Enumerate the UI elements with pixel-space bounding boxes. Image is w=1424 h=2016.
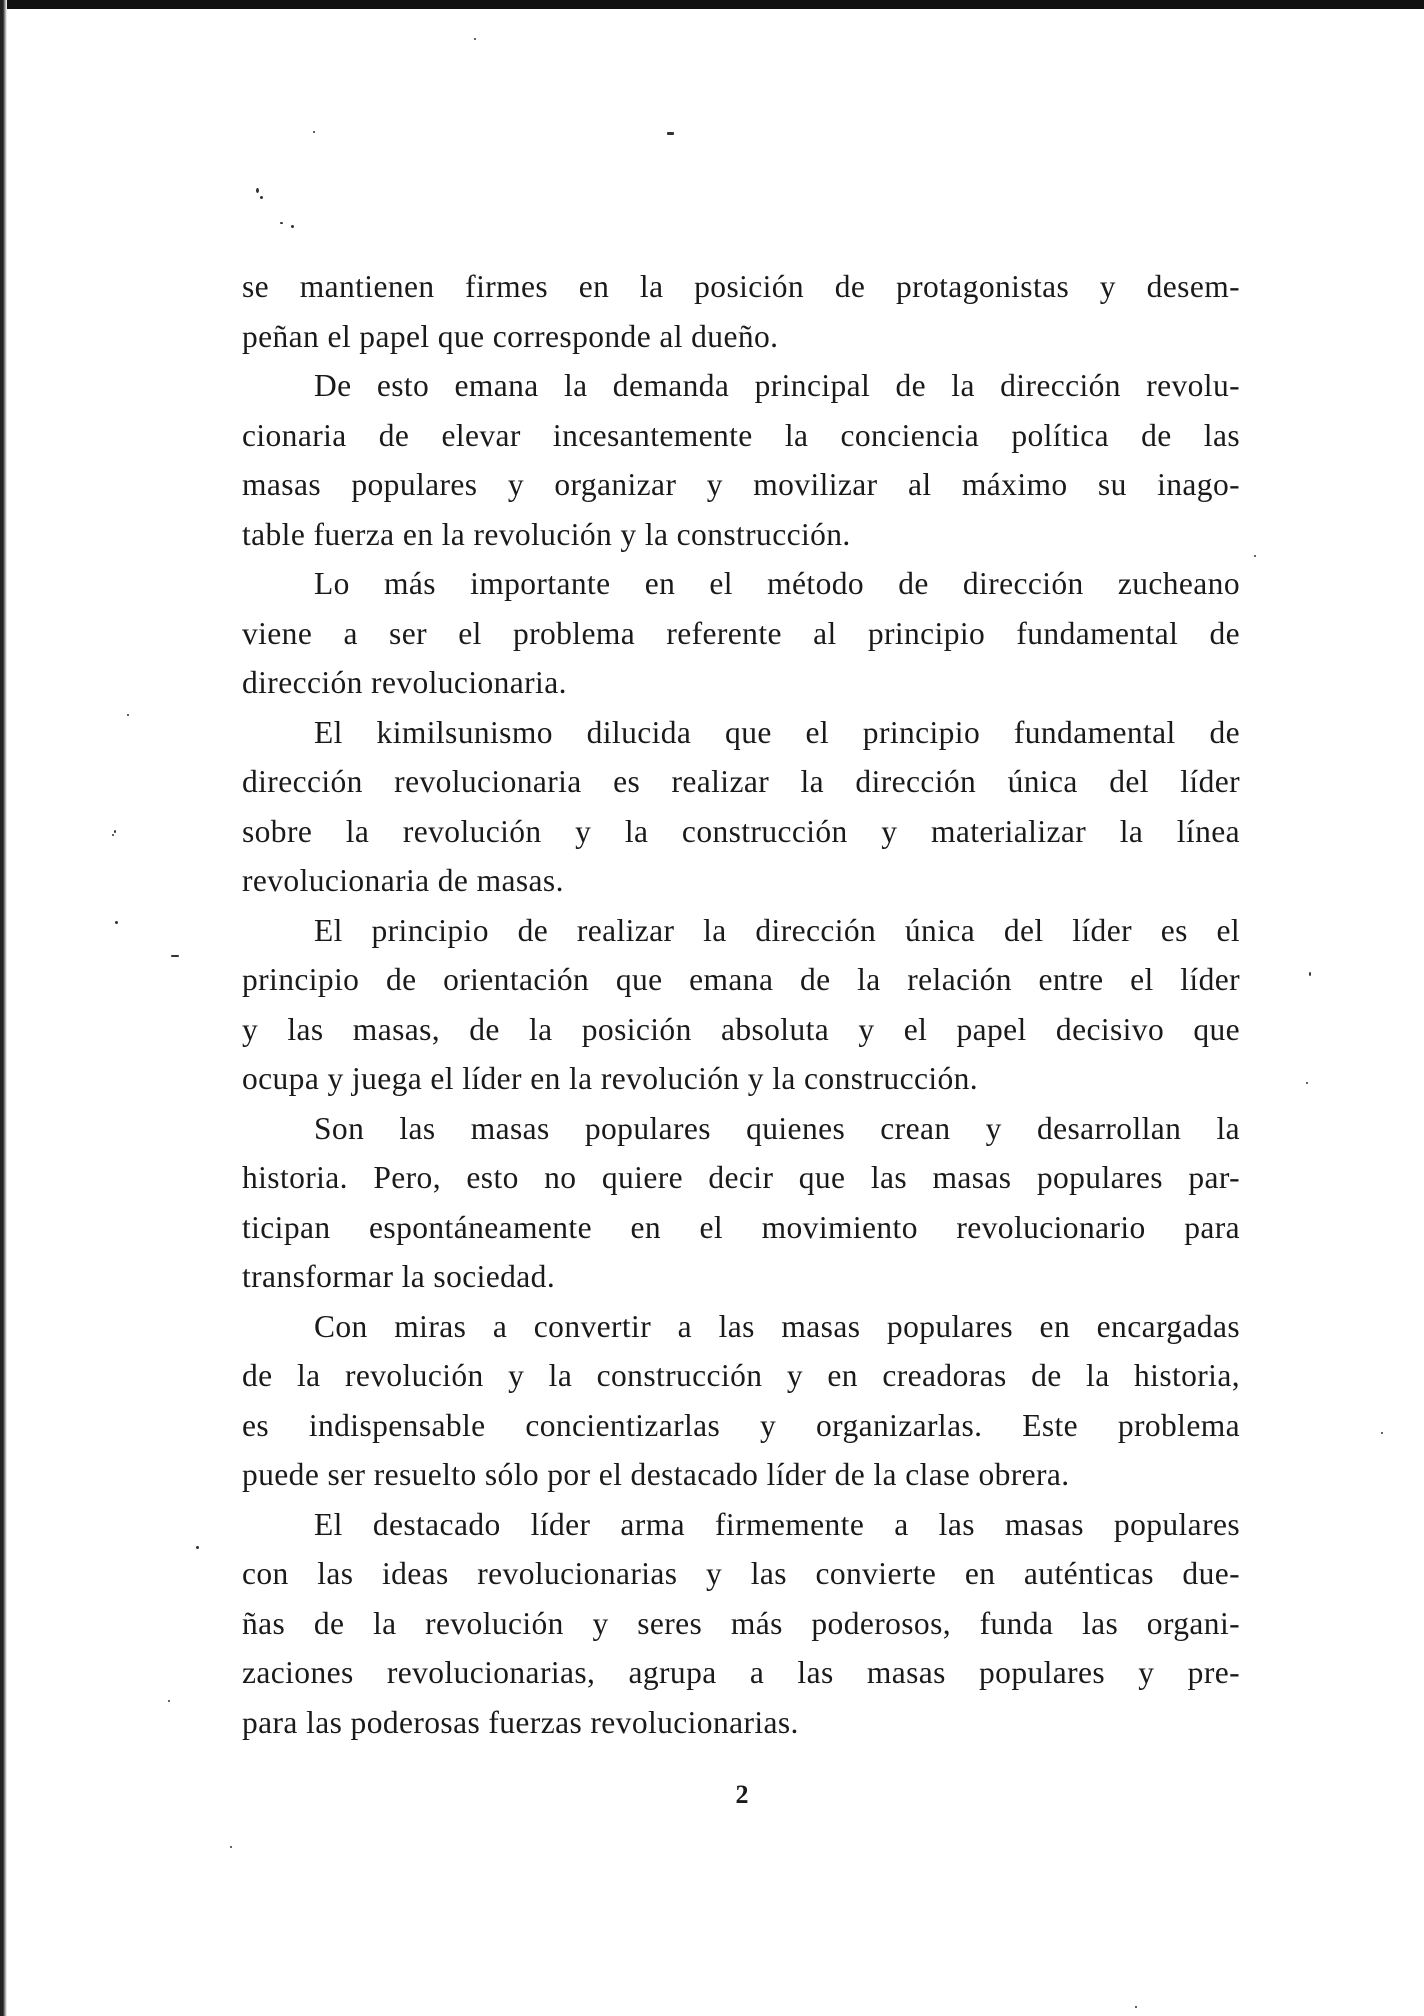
paragraph <box>242 1302 1240 1500</box>
text-line: El principio de realizar la dirección única del líder es el <box>314 912 1240 948</box>
text-line: historia. Pero, esto no quiere decir que las masas populares par- <box>242 1160 1240 1195</box>
text-line: revolucionaria de masas. <box>242 863 564 898</box>
paragraph <box>242 559 1240 708</box>
scan-speck <box>280 222 283 224</box>
text-line: table fuerza en la revolución y la construcción. <box>242 516 851 552</box>
scan-speck <box>1381 1432 1383 1434</box>
paragraph <box>242 708 1240 906</box>
scan-speck <box>1135 2006 1137 2008</box>
paragraph <box>242 262 1240 361</box>
text-line: con las ideas revolucionarias y las convierte en auténticas due- <box>242 1556 1240 1591</box>
text-line: ticipan espontáneamente en el movimiento revolucionario para <box>242 1209 1240 1245</box>
scan-speck <box>1306 1082 1308 1084</box>
text-line: principio de orientación que emana de la relación entre el líder <box>242 962 1240 997</box>
scan-speck <box>667 132 674 135</box>
text-line: El kimilsunismo dilucida que el principio fundamental de <box>314 714 1240 750</box>
scan-speck <box>127 714 129 716</box>
text-line: transformar la sociedad. <box>242 1259 556 1294</box>
text-line: Con miras a convertir a las masas populares en encargadas <box>314 1308 1240 1344</box>
scan-top-border <box>0 0 1424 9</box>
text-line: masas populares y organizar y movilizar al máximo su inago- <box>242 467 1240 502</box>
text-line: Lo más importante en el método de dirección zucheano <box>314 566 1240 601</box>
text-line: puede ser resuelto sólo por el destacado líder de la clase obrera. <box>242 1457 1070 1492</box>
text-line: viene a ser el problema referente al principio fundamental de <box>242 615 1240 651</box>
scan-speck <box>474 38 476 40</box>
scan-speck <box>115 921 118 924</box>
paragraph <box>242 906 1240 1104</box>
scan-speck <box>196 1546 199 1549</box>
scan-speck <box>230 1846 232 1848</box>
scan-speck <box>114 830 116 833</box>
text-line: para las poderosas fuerzas revolucionarias. <box>242 1704 799 1740</box>
text-line: se mantienen firmes en la posición de protagonistas y desem- <box>242 269 1240 304</box>
text-line: El destacado líder arma firmemente a las masas populares <box>314 1506 1240 1542</box>
page-number: 2 <box>735 1780 749 1809</box>
scan-speck <box>112 834 114 836</box>
text-line: de la revolución y la construcción y en creadoras de la historia, <box>242 1358 1240 1393</box>
text-line: sobre la revolución y la construcción y materializar la línea <box>242 813 1240 849</box>
text-line: zaciones revolucionarias, agrupa a las masas populares y pre- <box>242 1655 1240 1690</box>
scan-left-border <box>0 0 7 2016</box>
paragraph <box>242 361 1240 559</box>
paragraph <box>242 1104 1240 1302</box>
scan-speck <box>168 1700 170 1702</box>
text-line: dirección revolucionaria. <box>242 665 567 700</box>
scan-speck <box>1254 555 1256 557</box>
scan-speck <box>256 188 259 193</box>
text-line: y las masas, de la posición absoluta y el papel decisivo que <box>242 1011 1240 1047</box>
text-line: De esto emana la demanda principal de la dirección revolu- <box>314 368 1240 403</box>
body-text <box>242 262 1240 1747</box>
text-line: es indispensable concientizarlas y organizarlas. Este problema <box>242 1407 1240 1443</box>
text-line: peñan el papel que corresponde al dueño. <box>242 318 779 354</box>
scan-speck <box>313 131 315 133</box>
text-line: ocupa y juega el líder en la revolución y la construcción. <box>242 1061 979 1096</box>
scan-speck <box>171 955 179 957</box>
text-line: Son las masas populares quienes crean y desarrollan la <box>314 1110 1240 1146</box>
scan-speck <box>260 196 263 199</box>
scan-speck <box>291 225 294 228</box>
scan-speck <box>1309 972 1311 976</box>
paragraph <box>242 1500 1240 1748</box>
text-line: ñas de la revolución y seres más poderosos, funda las organi- <box>242 1605 1240 1641</box>
text-line: cionaria de elevar incesantemente la conciencia política de las <box>242 417 1240 453</box>
text-line: dirección revolucionaria es realizar la dirección única del líder <box>242 764 1240 799</box>
